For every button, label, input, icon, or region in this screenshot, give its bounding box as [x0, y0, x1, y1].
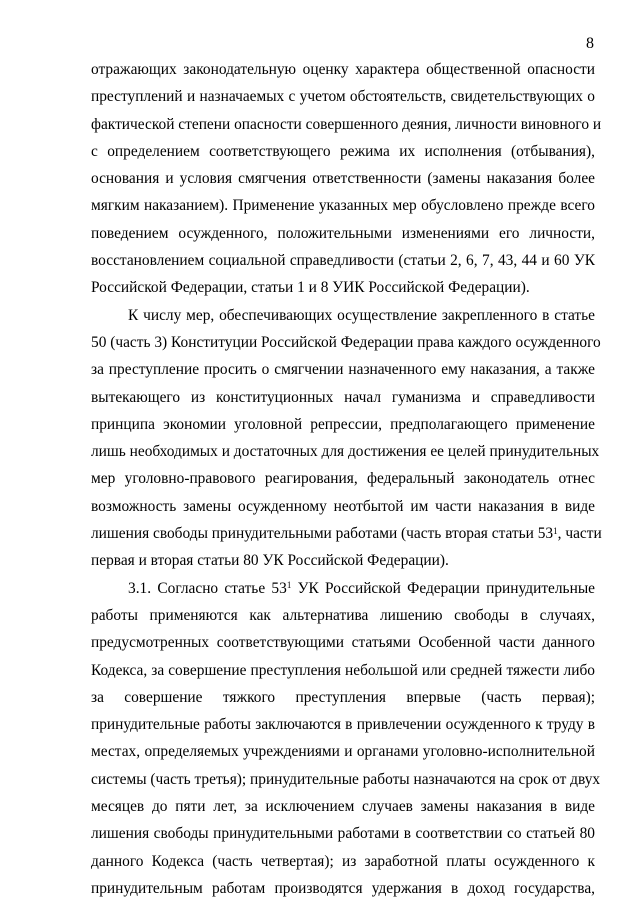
text-line: 50 (часть 3) Конституции Российской Федерации права каждого осужденного [91, 333, 601, 351]
text-line: восстановлением социальной справедливости (статьи 2, 6, 7, 43, 44 и 60 УК [91, 252, 595, 270]
text-line: системы (часть третья); принудительные работы назначаются на срок от двух [91, 770, 601, 788]
text-line: данного Кодекса (часть четвертая); из заработной платы осужденного к [91, 852, 595, 870]
text-line: принудительные работы заключаются в привлечении осужденного к труду в [91, 716, 595, 734]
text-line: за преступление просить о смягчении назначенного ему наказания, а также [91, 361, 595, 379]
text-line: лишь необходимых и достаточных для достижения ее целей принудительных [91, 443, 600, 461]
text-line: мер уголовно-правового реагирования, федеральный законодатель отнес [91, 470, 595, 488]
text-line: за совершение тяжкого преступления впервые (часть первая); [91, 688, 595, 706]
text-line: месяцев до пяти лет, за исключением случаев замены наказания в виде [91, 798, 595, 816]
text-line: К числу мер, обеспечивающих осуществление закрепленного в статье [128, 306, 595, 324]
text-line: местах, определяемых учреждениями и органами уголовно-исполнительной [91, 743, 595, 761]
text-line [91, 520, 602, 547]
text-segment: лишения свободы принудительными работами (часть вторая статьи 53 [91, 525, 554, 543]
text-line: Кодекса, за совершение преступления небольшой или средней тяжести либо [91, 661, 595, 679]
text-line: мягким наказанием). Применение указанных мер обусловлено прежде всего [91, 197, 595, 215]
text-line: отражающих законодательную оценку характера общественной опасности [91, 61, 595, 78]
text-line: вытекающего из конституционных начал гуманизма и справедливости [91, 388, 595, 406]
text-segment: УК Российской Федерации принудительные [291, 579, 595, 597]
superscript: 1 [286, 580, 292, 591]
text-line: с определением соответствующего режима их исполнения (отбывания), [91, 142, 595, 160]
text-line: принудительным работам производятся удержания в доход государства, [91, 879, 595, 897]
text-line: Российской Федерации, статьи 1 и 8 УИК Российской Федерации). [91, 279, 530, 297]
text-line: предусмотренных соответствующими статьями Особенной части данного [91, 634, 595, 652]
page-number: 8 [586, 35, 594, 52]
text-segment: 3.1. Согласно статье 53 [128, 579, 287, 597]
text-line: принципа экономии уголовной репрессии, предполагающего применение [91, 415, 595, 433]
text-line: лишения свободы принудительными работами в соответствии со статьей 80 [91, 825, 595, 843]
text-line: работы применяются как альтернатива лишению свободы в случаях, [91, 606, 595, 624]
text-line: первая и вторая статьи 80 УК Российской Федерации). [91, 552, 449, 570]
text-segment: , части [557, 525, 602, 543]
text-line: поведением осужденного, положительными изменениями его личности, [91, 224, 595, 242]
text-line: преступлений и назначаемых с учетом обстоятельств, свидетельствующих о [91, 88, 595, 106]
superscript: 1 [553, 525, 558, 536]
text-line: фактической степени опасности совершенного деяния, личности виновного и [91, 115, 602, 133]
document-body [91, 56, 602, 902]
text-line: основания и условия смягчения ответственности (замены наказания более [91, 170, 595, 188]
text-line: возможность замены осужденному неотбытой им части наказания в виде [91, 497, 595, 515]
text-line [91, 575, 595, 602]
